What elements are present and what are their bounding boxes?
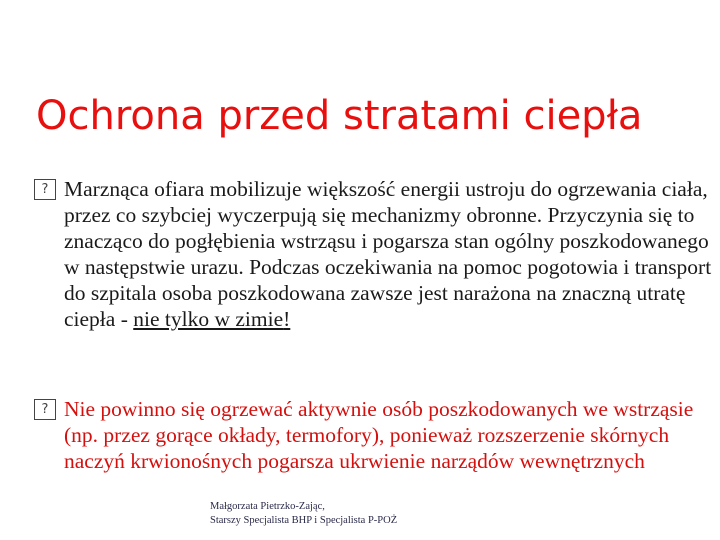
slide-title: Ochrona przed stratami ciepła bbox=[36, 93, 643, 139]
paragraph-1-emphasis: nie tylko w zimie bbox=[133, 307, 284, 331]
missing-glyph-bullet-icon: ? bbox=[34, 399, 56, 420]
paragraph-1 bbox=[34, 176, 720, 332]
paragraph-1-end: ! bbox=[283, 307, 291, 331]
footer-author: Małgorzata Pietrzko-Zając, bbox=[210, 501, 325, 512]
paragraph-2-text: Nie powinno się ogrzewać aktywnie osób poszkodowanych we wstrząsie (np. przez gorące okłady, termofory), ponieważ rozszerzenie skórnych naczyń krwionośnych pogarsza ukrwienie narządów wewnętrznych bbox=[64, 397, 694, 473]
footer-role: Starszy Specjalista BHP i Specjalista P-POŻ bbox=[210, 515, 398, 526]
paragraph-2 bbox=[34, 396, 720, 474]
paragraph-1-text: Marznąca ofiara mobilizuje większość energii ustroju do ogrzewania ciała, przez co szybciej wyczerpują się mechanizmy obronne. Przyczynia się to znacząco do pogłębienia wstrząsu i pogarsza stan ogólny poszkodowanego w następstwie urazu. Podczas oczekiwania na pomoc pogotowia i transport do szpitala osoba poszkodowana zawsze jest narażona na znaczną utratę ciepła - bbox=[64, 177, 712, 331]
author-footer bbox=[210, 500, 397, 528]
missing-glyph-bullet-icon: ? bbox=[34, 179, 56, 200]
